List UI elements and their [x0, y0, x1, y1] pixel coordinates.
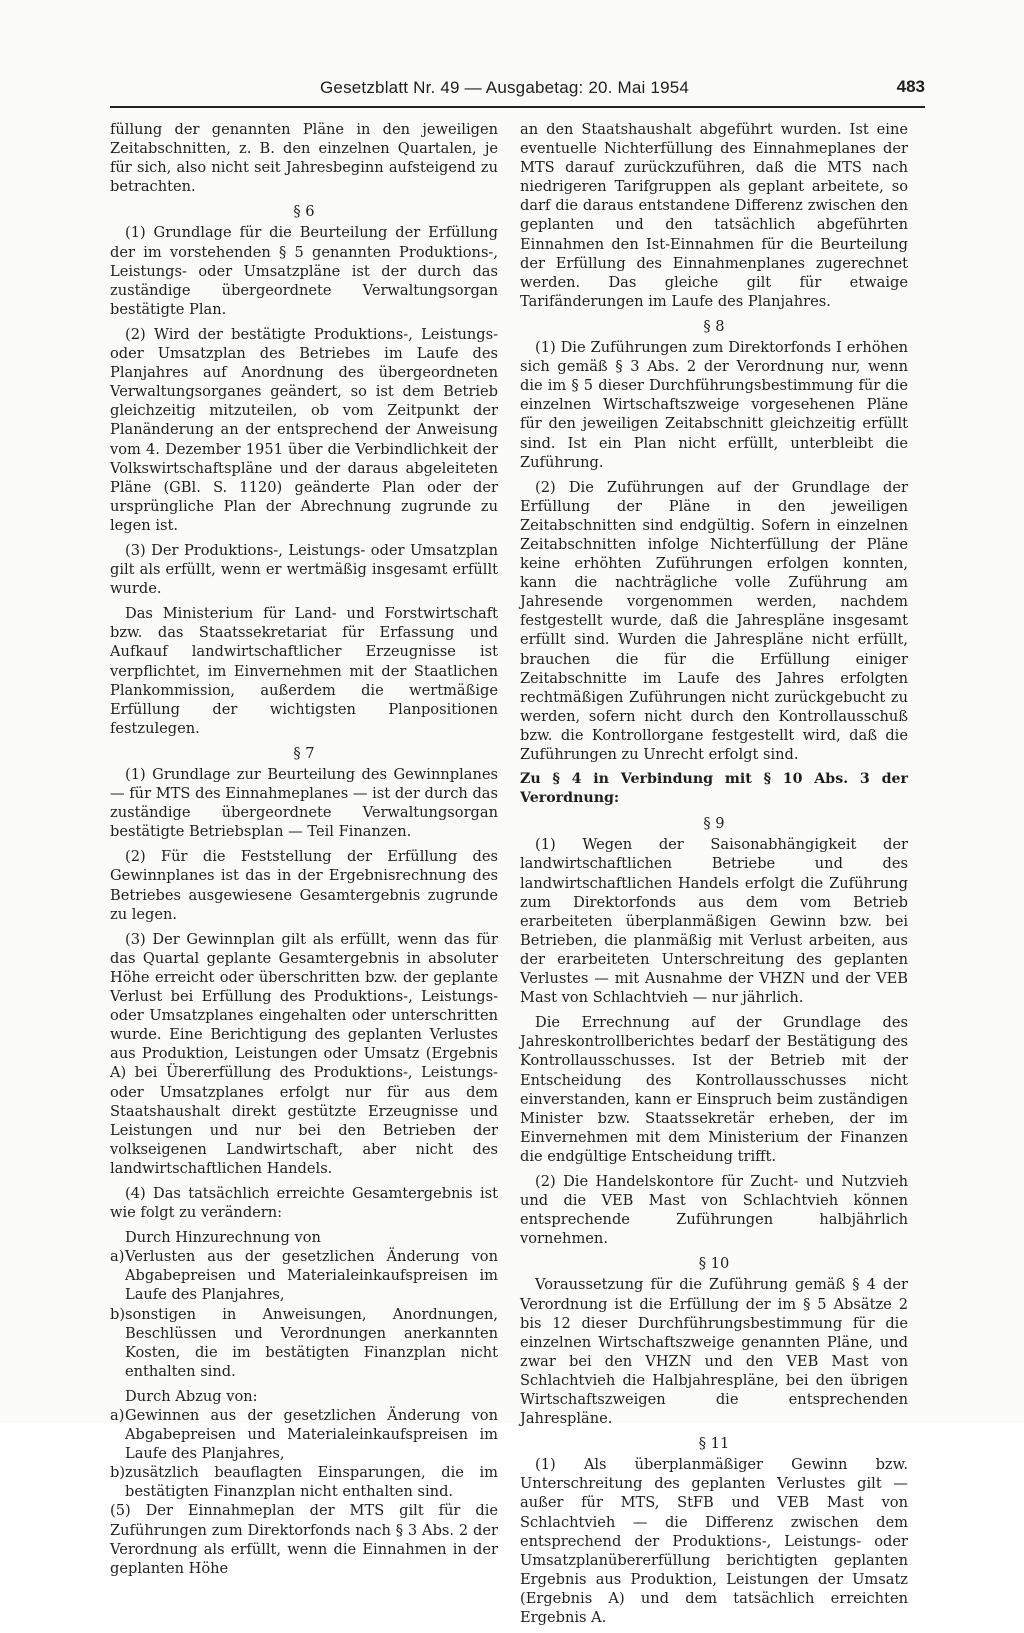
bold-subheading: Zu § 4 in Verbindung mit § 10 Abs. 3 der Verordnung: [520, 771, 908, 807]
page-number: 483 [896, 77, 925, 96]
header-title: Gesetzblatt Nr. 49 — Ausgabetag: 20. Mai 1954 [320, 78, 690, 97]
paragraph: füllung der genannten Pläne in den jeweiligen Zeitabschnitten, z. B. den einzelnen Quartalen, je für sich, also nicht seit Jahresbeginn aufsteigend zu betrachten. [110, 121, 498, 196]
paragraph: (2) Die Zuführungen auf der Grundlage der Erfüllung der Pläne in den jeweiligen Zeitabschnitten sind endgültig. Sofern in einzelnen Zeitabschnitten infolge Nichterfüllung der Pläne keine erhöhten Zuführungen erfolgen konnten, kann die nachträgliche volle Zuführung am Jahresende vorgenommen werden, nachdem festgestellt wurde, daß die Jahrespläne insgesamt erfüllt sind. Wurden die Jahrespläne nicht erfüllt, brauchen die für die Erfüllung einiger Zeitabschnitte im Laufe des Jahres erfolgten rechtmäßigen Zuführungen nicht zurückgebucht zu werden, sofern nicht durch den Kontrollausschuß bzw. die Kontrollorgane festgestellt wird, daß die Zuführungen zu Unrecht erfolgt sind. [520, 478, 908, 763]
section-heading-8: § 8 [703, 317, 725, 335]
paragraph: (2) Wird der bestätigte Produktions-, Leistungs- oder Umsatzplan des Betriebes im Laufe des Planjahres auf Anordnung des übergeordneten Verwaltungsorganes geändert, so ist dem Betrieb gleichzeitig mitzuteilen, ob vom Zeitpunkt der Planänderung an der entsprechend der Anweisung vom 4. Dezember 1951 über die Verbindlichkeit der Volkswirtschaftspläne und der daraus abgeleiteten Pläne (GBl. S. 1120) geänderte Plan oder der ursprüngliche Plan der Abrechnung zugrunde zu legen ist. [110, 325, 498, 534]
list-item [110, 1247, 498, 1304]
list-marker: b) [110, 1305, 126, 1323]
list-item [110, 1305, 498, 1381]
page-header [110, 76, 925, 108]
section-heading-10: § 10 [698, 1255, 730, 1273]
paragraph: an den Staatshaushalt abgeführt wurden. Ist eine eventuelle Nichterfüllung des Einnahmeplanes der MTS darauf zurückzuführen, daß die MTS nach niedrigeren Tarifgruppen als geplant arbeitete, so darf die daraus entstandene Differenz zwischen den geplanten und den tatsächlich abgeführten Einnahmen den Ist-Einnahmen für die Beurteilung der Erfüllung des Einnahmenplanes zugerechnet werden. Das gleiche gilt für etwaige Tarifänderungen im Laufe des Planjahres. [520, 121, 908, 310]
paragraph: (1) Wegen der Saisonabhängigkeit der landwirtschaftlichen Betriebe und des landwirtschaftlichen Handels erfolgt die Zuführung zum Direktorfonds aus dem vom Betrieb erarbeiteten überplanmäßigen Gewinn bzw. bei Betrieben, die planmäßig mit Verlust arbeiten, aus der erarbeiteten Unterschreitung des geplanten Verlustes — mit Ausnahme der VHZN und der VEB Mast von Schlachtvieh — nur jährlich. [520, 836, 908, 1007]
list-item-text: zusätzlich beauflagten Einsparungen, die im bestätigten Finanzplan nicht enthalten sind. [125, 1464, 498, 1501]
right-column [520, 120, 908, 1633]
paragraph: (3) Der Produktions-, Leistungs- oder Umsatzplan gilt als erfüllt, wenn er wertmäßig insgesamt erfüllt wurde. [110, 541, 498, 598]
list-item-text: Gewinnen aus der gesetzlichen Änderung von Abgabepreisen und Materialeinkaufspreisen im Laufe des Planjahres, [125, 1407, 498, 1463]
section-heading-11: § 11 [698, 1435, 730, 1453]
list-item-text: Verlusten aus der gesetzlichen Änderung von Abgabepreisen und Materialeinkaufspreisen im Laufe des Planjahres, [125, 1248, 498, 1304]
section-heading-6: § 6 [293, 203, 315, 221]
paragraph: (1) Als überplanmäßiger Gewinn bzw. Unterschreitung des geplanten Verlustes gilt — außer für MTS, StFB und VEB Mast von Schlachtvieh — die Differenz zwischen dem entsprechend der Produktions-, Leistungs- oder Umsatzplanübererfüllung berichtigten geplanten Ergebnis aus Produktion, Leistungen der Umsatz (Ergebnis A) und dem tatsächlich erreichten Ergebnis A. [520, 1456, 908, 1627]
paragraph: (5) Der Einnahmeplan der MTS gilt für die Zuführungen zum Direktorfonds nach § 3 Abs. 2 der Verordnung als erfüllt, wenn die Einnahmen in der geplanten Höhe [110, 1502, 498, 1577]
section-heading-7: § 7 [293, 744, 315, 762]
paragraph: (3) Der Gewinnplan gilt als erfüllt, wenn das für das Quartal geplante Gesamtergebnis in absoluter Höhe erreicht oder überschritten bzw. der geplante Verlust bei Erfüllung des Produktions-, Leistungs- oder Umsatzplanes eingehalten oder unterschritten wurde. Eine Berichtigung des geplanten Verlustes aus Produktion, Leistungen oder Umsatz (Ergebnis A) bei Übererfüllung des Produktions-, Leistungs- oder Umsatzplanes erfolgt nur für aus dem Staatshaushalt direkt gestützte Erzeugnisse und Leistungen und nur bei den Betrieben der volkseigenen Landwirtschaft, aber nicht des landwirtschaftlichen Handels. [110, 930, 498, 1177]
paragraph: (2) Die Handelskontore für Zucht- und Nutzvieh und die VEB Mast von Schlachtvieh können entsprechende Zuführungen halbjährlich vornehmen. [520, 1172, 908, 1248]
list-marker: a) [110, 1407, 125, 1424]
paragraph: (4) Das tatsächlich erreichte Gesamtergebnis ist wie folgt zu verändern: [110, 1184, 498, 1222]
list-label: Durch Abzug von: [125, 1387, 258, 1405]
list-label: Durch Hinzurechnung von [125, 1229, 321, 1247]
paragraph: Das Ministerium für Land- und Forstwirtschaft bzw. das Staatssekretariat für Erfassung und Aufkauf landwirtschaftlicher Erzeugnisse ist verpflichtet, im Einvernehmen mit der Staatlichen Plankommission, außerdem die wertmäßige Erfüllung der wichtigsten Planpositionen festzulegen. [110, 605, 498, 737]
list-marker: a) [110, 1248, 125, 1266]
paragraph: (1) Die Zuführungen zum Direktorfonds I erhöhen sich gemäß § 3 Abs. 2 der Verordnung nur, wenn die im § 5 dieser Durchführungsbestimmung für die einzelnen Wirtschaftszweige vorgesehenen Pläne für den jeweiligen Zeitabschnitt gleichzeitig erfüllt sind. Ist ein Plan nicht erfüllt, unterbleibt die Zuführung. [520, 339, 908, 471]
paragraph: Voraussetzung für die Zuführung gemäß § 4 der Verordnung ist die Erfüllung der im § 5 Absätze 2 bis 12 dieser Durchführungsbestimmung für die einzelnen Wirtschaftszweige genannten Pläne, und zwar bei den VHZN und den VEB Mast von Schlachtvieh die Halbjahrespläne, bei den übrigen Wirtschaftszweigen die entsprechenden Jahrespläne. [520, 1276, 908, 1428]
list-item [110, 1406, 498, 1463]
list-item-text: sonstigen in Anweisungen, Anordnungen, Beschlüssen und Verordnungen anerkannten Kosten, die im bestätigten Finanzplan nicht enthalten sind. [125, 1305, 498, 1380]
section-heading-9: § 9 [703, 815, 725, 833]
paragraph: (1) Grundlage für die Beurteilung der Erfüllung der im vorstehenden § 5 genannten Produktions-, Leistungs- oder Umsatzpläne ist der durch das zuständige übergeordnete Verwaltungsorgan bestätigte Plan. [110, 224, 498, 318]
left-column [110, 120, 498, 1584]
paragraph: (1) Grundlage zur Beurteilung des Gewinnplanes — für MTS des Einnahmeplanes — ist der durch das zuständige übergeordnete Verwaltungsorgan bestätigte Betriebsplan — Teil Finanzen. [110, 766, 498, 841]
list-marker: b) [110, 1464, 126, 1482]
paragraph: Die Errechnung auf der Grundlage des Jahreskontrollberichtes bedarf der Bestätigung des Kontrollausschusses. Ist der Betrieb mit der Entscheidung des Kontrollausschusses nicht einverstanden, kann er Einspruch beim zuständigen Minister bzw. Staatssekretär erheben, der im Einvernehmen mit dem Ministerium der Finanzen die endgültige Entscheidung trifft. [520, 1014, 908, 1165]
list-item [110, 1463, 498, 1501]
paragraph: (2) Für die Feststellung der Erfüllung des Gewinnplanes ist das in der Ergebnisrechnung des Betriebes ausgewiesene Gesamtergebnis zugrunde zu legen. [110, 848, 498, 923]
